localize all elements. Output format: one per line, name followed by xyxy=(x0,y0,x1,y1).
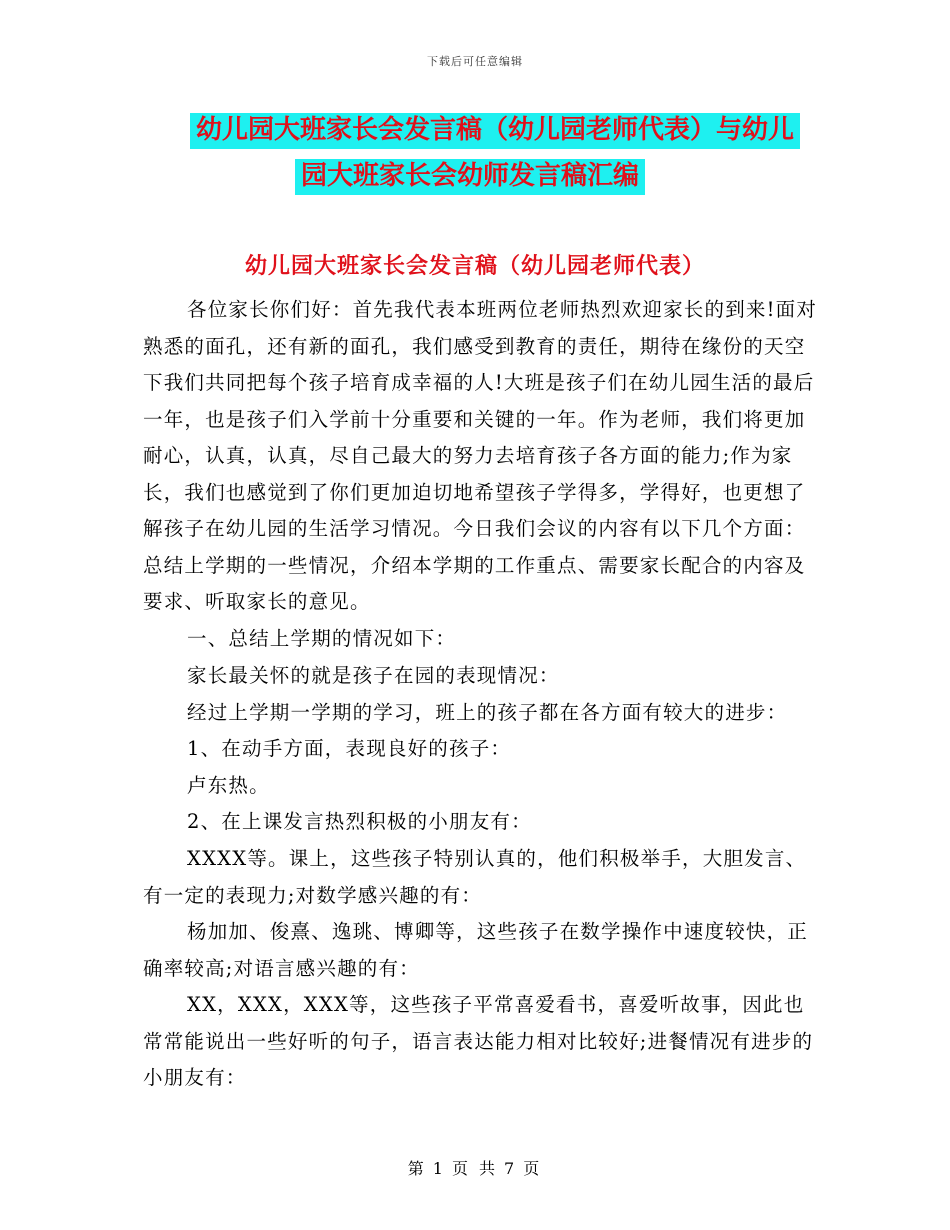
footer-total-pages: 7 xyxy=(504,1159,518,1178)
paragraph-summary-heading: 一、总结上学期的情况如下： xyxy=(187,627,457,650)
footer-suffix: 页 xyxy=(523,1159,543,1178)
title-highlight-2: 园大班家长会幼师发言稿汇编 xyxy=(295,159,645,195)
footer-current-page: 1 xyxy=(432,1159,446,1178)
document-title-line-2 xyxy=(0,159,950,195)
header-note: 下载后可任意编辑 xyxy=(427,55,523,68)
document-title-line-1 xyxy=(0,113,950,149)
paragraph-hands-on: 1、在动手方面，表现良好的孩子： xyxy=(187,737,512,760)
paragraph-progress: 经过上学期一学期的学习，班上的孩子都在各方面有较大的进步： xyxy=(187,701,788,724)
footer-prefix: 第 xyxy=(407,1159,427,1178)
title-highlight-1: 幼儿园大班家长会发言稿（幼儿园老师代表）与幼儿 xyxy=(190,113,800,149)
paragraph-language-names: XX，XXX，XXX等，这些孩子平常喜爱看书，喜爱听故事，因此也常常能说出一些好听的句子，语言表达能力相对比较好;进餐情况有进步的小朋友有： xyxy=(143,993,814,1089)
paragraph-speaking: 2、在上课发言热烈积极的小朋友有： xyxy=(187,810,532,833)
paragraph-intro: 各位家长你们好：首先我代表本班两位老师热烈欢迎家长的到来!面对熟悉的面孔，还有新的面孔，我们感受到教育的责任，期待在缘份的天空下我们共同把每个孩子培育成幸福的人!大班是孩子们在幼儿园生活的最后一年，也是孩子们入学前十分重要和关键的一年。作为老师，我们将更加耐心，认真，认真，尽自己最大的努力去培育孩子各方面的能力;作为家长，我们也感觉到了你们更加迫切地希望孩子学得多，学得好，也更想了解孩子在幼儿园的生活学习情况。今日我们会议的内容有以下几个方面：总结上学期的一些情况，介绍本学期的工作重点、需要家长配合的内容及要求、听取家长的意见。 xyxy=(143,298,818,613)
section-title: 幼儿园大班家长会发言稿（幼儿园老师代表） xyxy=(244,253,705,279)
paragraph-parent-concern: 家长最关怀的就是孩子在园的表现情况： xyxy=(187,664,560,687)
page-footer xyxy=(0,1156,950,1179)
paragraph-hands-on-names: 卢东热。 xyxy=(187,774,270,797)
paragraph-math-names: 杨加加、俊熹、逸珧、博卿等，这些孩子在数学操作中速度较快，正确率较高;对语言感兴趣的有： xyxy=(143,920,809,980)
footer-middle: 页 共 xyxy=(451,1159,499,1178)
paragraph-speaking-names: XXXX等。课上，这些孩子特别认真的，他们积极举手，大胆发言、有一定的表现力;对数学感兴趣的有： xyxy=(143,847,807,907)
